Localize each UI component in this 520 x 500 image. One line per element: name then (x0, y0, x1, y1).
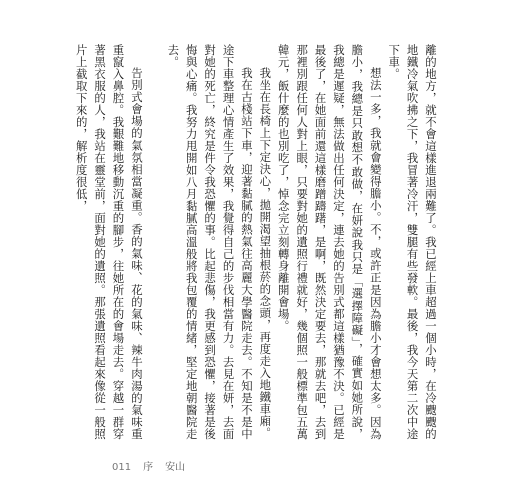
page-footer (112, 458, 185, 473)
section-name: 序 (143, 462, 154, 473)
body-text (72, 44, 440, 440)
paragraph-1: 離的地方，就不會這樣進退兩難了。我已經上車超過一個小時，在冷颼颼的地鐵冷氣吹拂之下，我冒著冷汗，雙腿有些發軟。最後，我今天第二次中途下車。 (387, 44, 438, 440)
paragraph-5: 告別式會場的氣氛相當凝重。香的氣味、花的氣味、辣牛肉湯的氣味重重竄入鼻腔。我艱難地移動沉重的腳步，往她所在的會場走去。穿越一群穿著黑衣服的人，我站在靈堂前，面對她的遺照。那張遺照看起來像從一般照片上截取下來的，解析度很低， (74, 44, 144, 440)
paragraph-2: 想法一多，我就會變得膽小。不，或許正是因為膽小才會想太多。因為膽小，我總是只敢想不敢做，在妍說我只是「選擇障礙」，確實如她所說，我總是遲疑，無法做出任何決定，連去她的告別式都這樣猶豫不決。已經是最後了，在她面前還這樣磨蹭躊躇，是啊，既然決定要去，那就去吧，去到那裡別跟任何人對上眼，只要對她的遺照行禮就好，幾個照一般標準包五萬韓元，飯什麼的也別吃了，悼念完立刻轉身離開會場。 (276, 44, 383, 440)
section-subtitle: 安山 (165, 462, 186, 473)
page-number: 011 (112, 462, 132, 473)
paragraph-3: 我坐在長椅上下定決心，拋開渴望抽根菸的念頭，再度走入地鐵車廂。 (258, 66, 273, 439)
paragraph-4: 我在古棧站下車，迎著黏膩的熱氣往高麗大學醫院走去。不知是不是中途下車整理心情產生了效果，我覺得自己的步伐相當有力。去見在妍，去面對她的死亡，終究是件令我恐懼的事。比起悲傷，我更感到恐懼，接著是後悔與心痛。我努力甩開如八月黏膩高溫般將我包覆的情緒，堅定地朝醫院走去。 (166, 44, 254, 440)
